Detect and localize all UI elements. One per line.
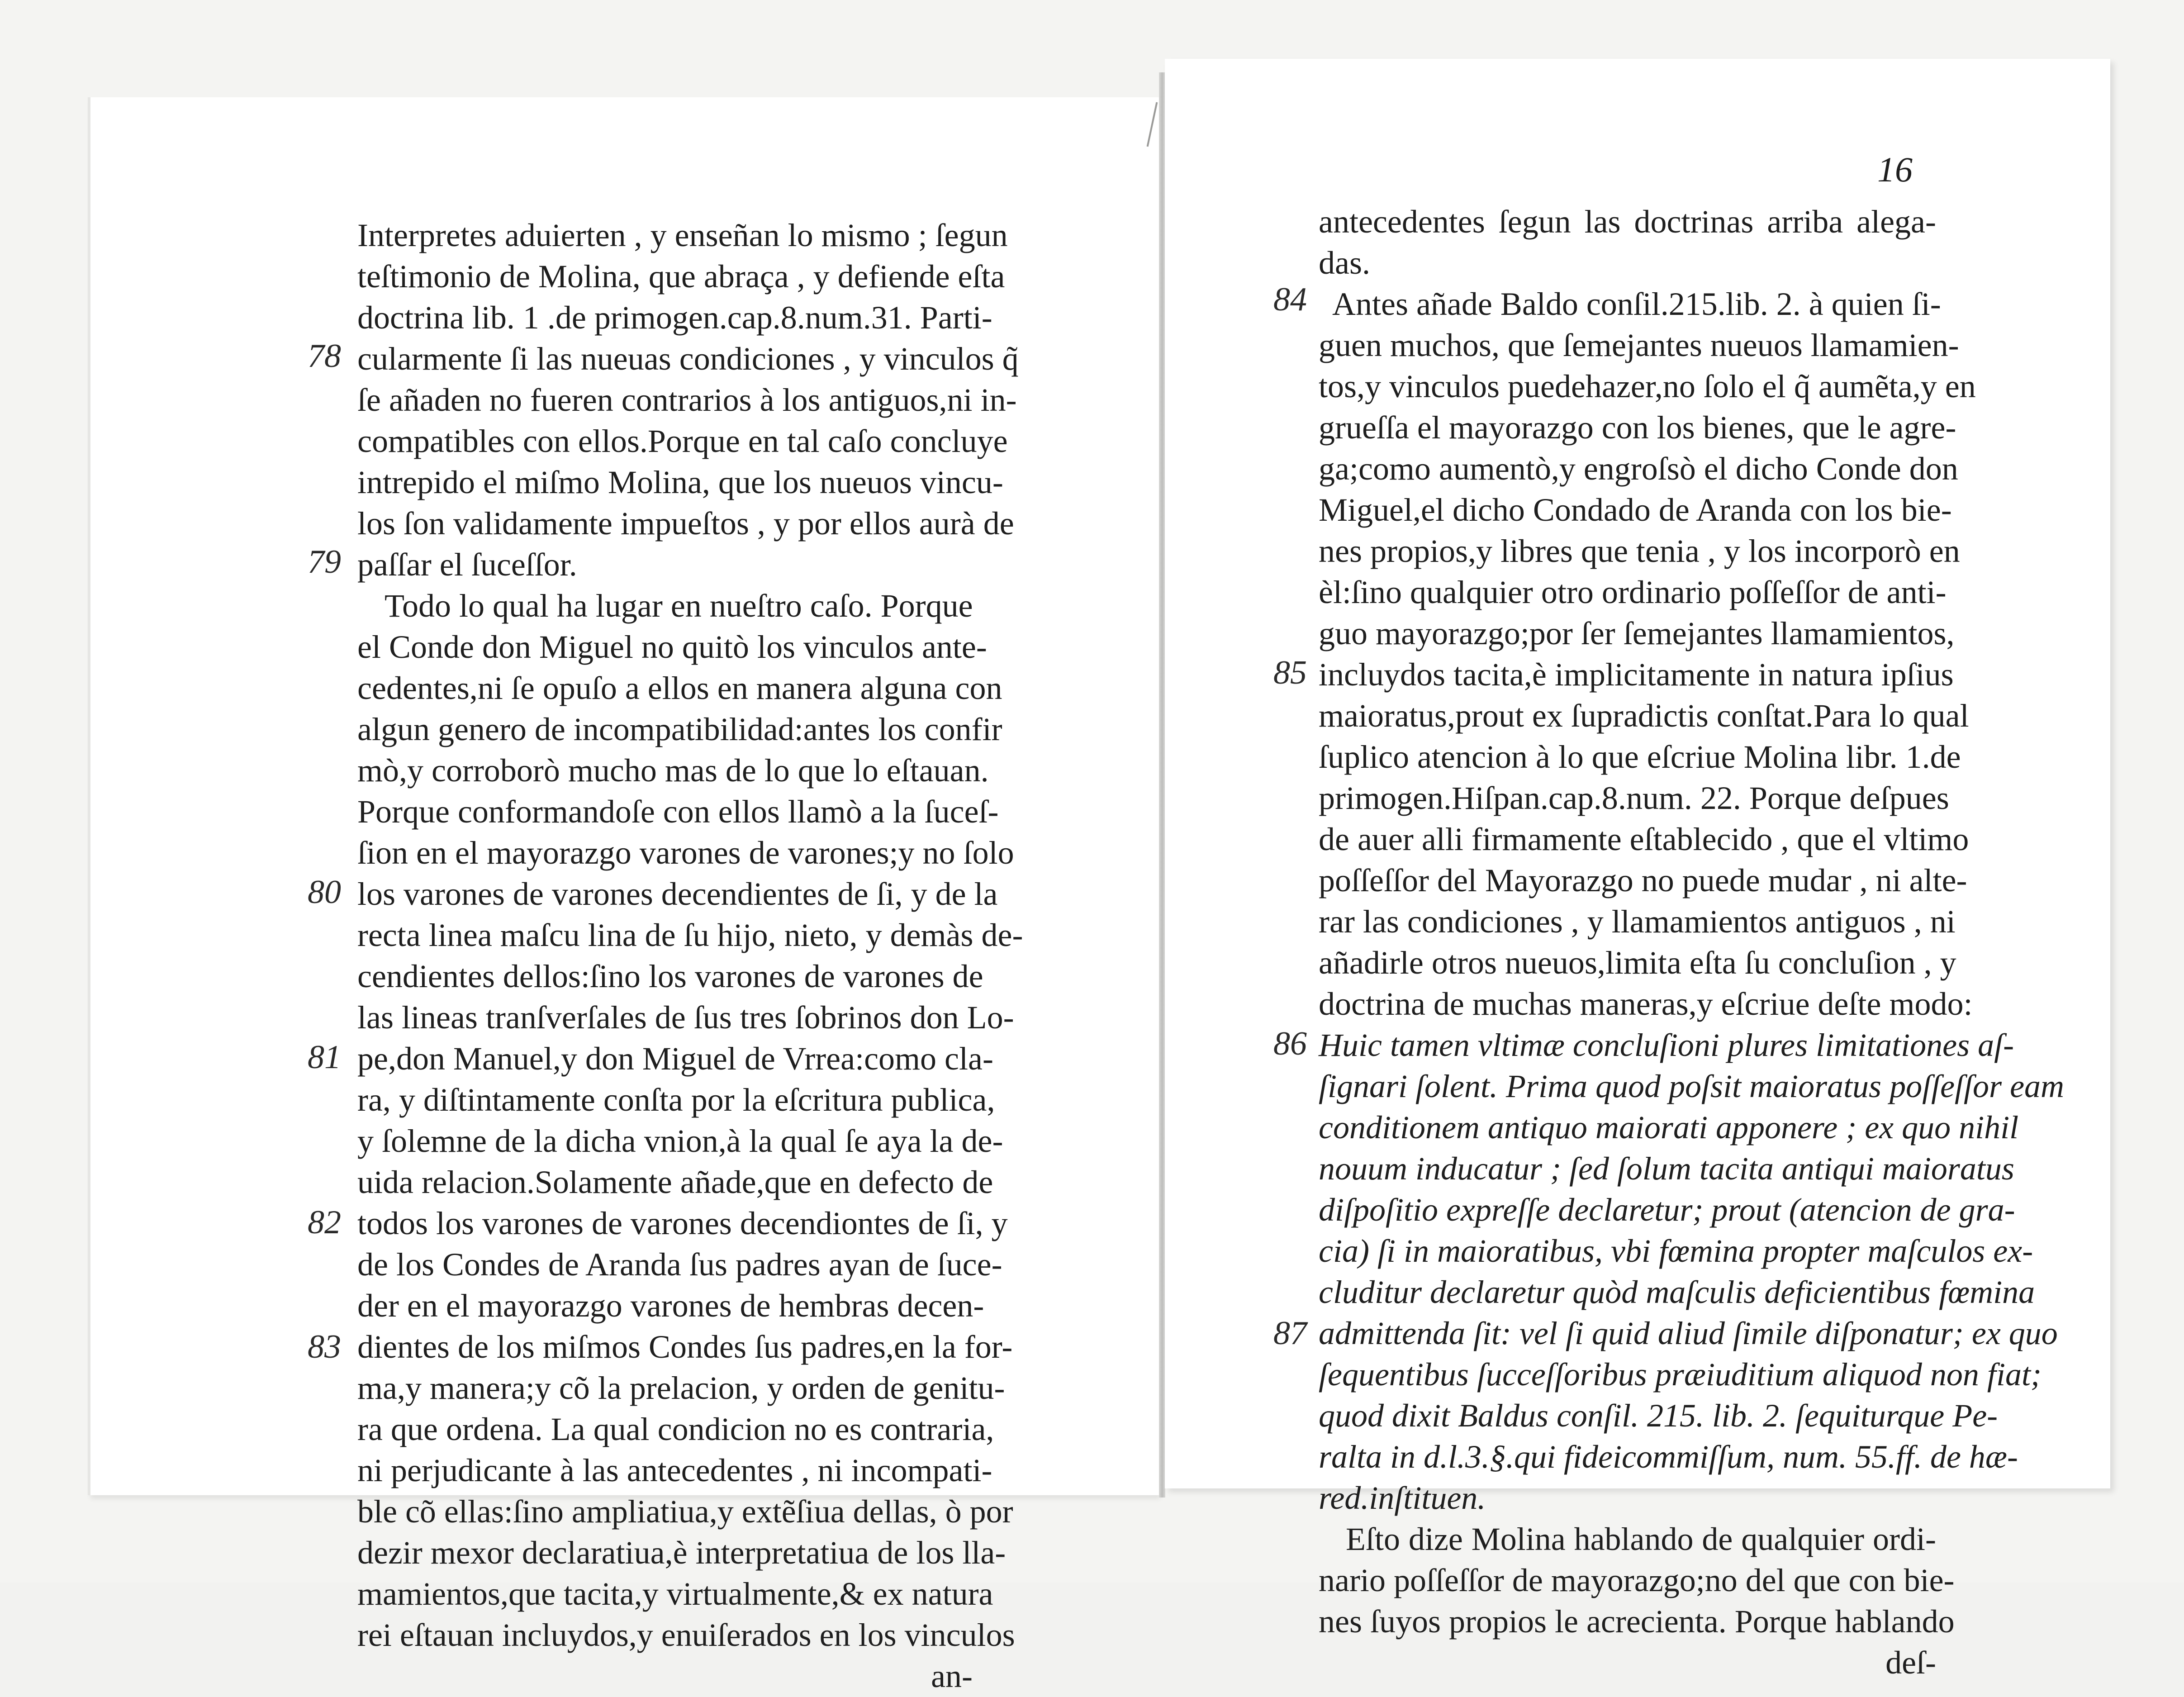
text-line: doctrina de muchas maneras,y eſcriue deſte modo: — [1319, 986, 1973, 1022]
text-line: cluditur declaretur quòd maſculis deficientibus fœmina — [1319, 1274, 2035, 1310]
text-line: grueſſa el mayorazgo con los bienes, que le agre- — [1319, 409, 1956, 446]
text-line: das. — [1319, 245, 1370, 281]
text-line: Porque conformandoſe con ellos llamò a la ſuceſ- — [357, 794, 999, 830]
text-line: ſuplico atencion à lo que eſcriue Molina libr. 1.de — [1319, 739, 1961, 775]
text-line: recta linea maſcu lina de ſu hijo, nieto, y demàs de- — [357, 917, 1023, 953]
text-line: ralta in d.l.3.§.qui fideicommiſſum, num. 55.ff. de hæ- — [1319, 1439, 2018, 1475]
text-line: nes ſuyos propios le acrecienta. Porque hablando — [1319, 1603, 1955, 1640]
text-line: Miguel,el dicho Condado de Aranda con los bie- — [1319, 492, 1952, 528]
text-line: añadirle otros nueuos,limita eſta ſu concluſion , y — [1319, 945, 1956, 981]
text-line: ma,y manera;y cõ la prelacion, y orden de genitu- — [357, 1370, 1005, 1406]
text-line: cia) ſi in maioratibus, vbi fœmina propter maſculos ex- — [1319, 1233, 2033, 1269]
text-line: incluydos tacita,è implicitamente in natura ipſius — [1319, 656, 1954, 693]
text-line: ra que ordena. La qual condicion no es contraria, — [357, 1411, 994, 1447]
text-line: de los Condes de Aranda ſus padres ayan de ſuce- — [357, 1246, 1002, 1283]
text-line: antecedentes ſegun las doctrinas arriba alega- — [1319, 204, 1936, 240]
text-line: diſpoſitio expreſſe declaretur; prout (atencion de gra- — [1319, 1192, 2015, 1228]
text-line: der en el mayorazgo varones de hembras decen- — [357, 1288, 984, 1324]
text-line: cendientes dellos:ſino los varones de varones de — [357, 958, 983, 994]
text-line: Huic tamen vltimæ concluſioni plures limitationes aſ- — [1319, 1027, 2014, 1063]
text-line: de auer alli firmamente eſtablecido , que el vltimo — [1319, 821, 1969, 857]
margin-number: 81 — [308, 1039, 341, 1076]
text-line: dientes de los miſmos Condes ſus padres,en la for- — [357, 1329, 1013, 1365]
text-line: admittenda ſit: vel ſi quid aliud ſimile diſponatur; ex quo — [1319, 1315, 2058, 1351]
text-line: Interpretes aduierten , y enseñan lo mismo ; ſegun — [357, 217, 1008, 253]
text-line: Todo lo qual ha lugar en nueſtro caſo. Porque — [385, 588, 973, 624]
text-line: guo mayorazgo;por ſer ſemejantes llamamientos, — [1319, 615, 1955, 651]
text-line: pe,don Manuel,y don Miguel de Vrrea:como cla- — [357, 1041, 993, 1077]
text-line: ſignari ſolent. Prima quod poſsit maioratus poſſeſſor eam — [1319, 1068, 2065, 1104]
page-number: 16 — [1877, 150, 1913, 189]
text-line: ſion en el mayorazgo varones de varones;y no ſolo — [357, 835, 1014, 871]
margin-number: 80 — [308, 874, 341, 911]
left-page-text — [357, 215, 1023, 1697]
text-line: tos,y vinculos puedehazer,no ſolo el q̃ aumẽta,y en — [1319, 368, 1976, 404]
text-line: nouum inducatur ; ſed ſolum tacita antiqui maioratus — [1319, 1150, 2014, 1187]
margin-number: 78 — [308, 337, 341, 375]
text-line: el Conde don Miguel no quitò los vinculos ante- — [357, 629, 987, 665]
text-line: dezir mexor declaratiua,è interpretatiua de los lla- — [357, 1535, 1006, 1571]
text-line: Eſto dize Molina hablando de qualquier ordi- — [1346, 1521, 1936, 1557]
margin-number: 87 — [1273, 1315, 1307, 1352]
text-line: intrepido el miſmo Molina, que los nueuos vincu- — [357, 464, 1003, 500]
text-line: maioratus,prout ex ſupradictis conſtat.Para lo qual — [1319, 698, 1969, 734]
text-line: red.inſtituen. — [1319, 1480, 1486, 1516]
text-line: primogen.Hiſpan.cap.8.num. 22. Porque deſpues — [1319, 780, 1949, 816]
text-line: Antes añade Baldo conſil.215.lib. 2. à quien ſi- — [1332, 286, 1941, 322]
text-line: cularmente ſi las nueuas condiciones , y vinculos q̃ — [357, 341, 1019, 377]
text-line: las lineas tranſverſales de ſus tres ſobrinos don Lo- — [357, 999, 1014, 1036]
text-line: ſequentibus ſucceſſoribus præiuditium aliquod non fiat; — [1319, 1356, 2042, 1393]
text-line: paſſar el ſuceſſor. — [357, 547, 577, 583]
catchword: deſ- — [1885, 1645, 1936, 1681]
text-line: ra, y diſtintamente conſta por la eſcritura publica, — [357, 1082, 995, 1118]
text-line: uida relacion.Solamente añade,que en defecto de — [357, 1164, 993, 1200]
text-line: quod dixit Baldus conſil. 215. lib. 2. ſequiturque Pe- — [1319, 1398, 1998, 1434]
margin-number: 79 — [308, 543, 341, 580]
text-line: ſe añaden no fueren contrarios à los antiguos,ni in- — [357, 382, 1017, 418]
text-line: nes propios,y libres que tenia , y los incorporò en — [1319, 533, 1960, 569]
text-line: los ſon validamente impueſtos , y por ellos aurà de — [357, 505, 1014, 542]
text-line: poſſeſſor del Mayorazgo no puede mudar , ni alte- — [1319, 862, 1967, 898]
text-line: doctrina lib. 1 .de primogen.cap.8.num.31. Parti- — [357, 299, 992, 336]
margin-number: 85 — [1273, 654, 1307, 691]
text-line: y ſolemne de la dicha vnion,à la qual ſe aya la de- — [357, 1123, 1003, 1159]
text-line: algun genero de incompatibilidad:antes los confir — [357, 711, 1002, 747]
text-line: mamientos,que tacita,y virtualmente,& ex natura — [357, 1576, 993, 1612]
text-line: guen muchos, que ſemejantes nueuos llamamien- — [1319, 327, 1959, 363]
text-line: teſtimonio de Molina, que abraça , y defiende eſta — [357, 258, 1005, 295]
text-line: èl:ſino qualquier otro ordinario poſſeſſor de anti- — [1319, 574, 1947, 610]
margin-number: 86 — [1273, 1025, 1307, 1062]
catchword: an- — [931, 1658, 973, 1694]
text-line: todos los varones de varones decendiontes de ſi, y — [357, 1205, 1008, 1241]
right-page-text — [1319, 201, 2065, 1683]
text-line: conditionem antiquo maiorati apponere ; ex quo nihil — [1319, 1109, 2019, 1146]
margin-number: 83 — [308, 1328, 341, 1365]
text-line: ble cõ ellas:ſino ampliatiua,y extẽſiua dellas, ò por — [357, 1493, 1013, 1530]
text-line: nario poſſeſſor de mayorazgo;no del que con bie- — [1319, 1562, 1955, 1598]
text-line: ni perjudicante à las antecedentes , ni incompati- — [357, 1452, 992, 1488]
text-line: rar las condiciones , y llamamientos antiguos , ni — [1319, 903, 1956, 940]
book-gutter — [1159, 72, 1165, 1497]
margin-number: 82 — [308, 1204, 341, 1241]
text-line: los varones de varones decendientes de ſi, y de la — [357, 876, 998, 912]
text-line: ga;como aumentò,y engroſsò el dicho Conde don — [1319, 451, 1958, 487]
text-line: cedentes,ni ſe opuſo a ellos en manera alguna con — [357, 670, 1002, 706]
text-line: compatibles con ellos.Porque en tal caſo concluye — [357, 423, 1008, 459]
margin-number: 84 — [1273, 281, 1307, 318]
text-line: rei eſtauan incluydos,y enuiſerados en los vinculos — [357, 1617, 1015, 1653]
text-line: mò,y corroborò mucho mas de lo que lo eſtauan. — [357, 752, 989, 789]
